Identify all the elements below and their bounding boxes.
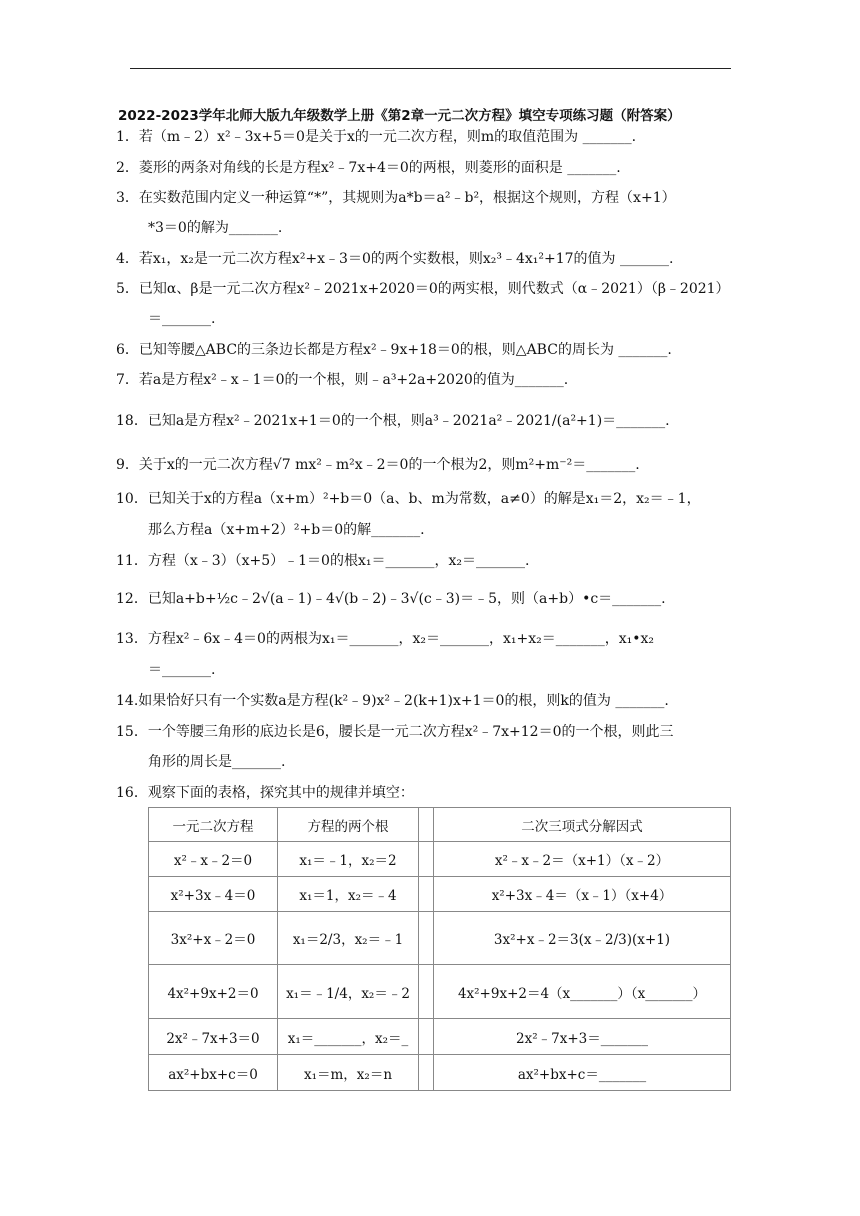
question-line: 1．若（m﹣2）x²﹣3x+5＝0是关于x的一元二次方程，则m的取值范围为 _______. bbox=[116, 129, 637, 145]
table-row bbox=[149, 912, 731, 965]
question-line: 5．已知α、β是一元二次方程x²﹣2021x+2020＝0的两实根，则代数式（α﹣2021）（β﹣2021） bbox=[116, 281, 730, 297]
table-cell-roots: x₁＝m，x₂＝n bbox=[278, 1055, 419, 1091]
question-line: 18．已知a是方程x²﹣2021x+1＝0的一个根，则a³﹣2021a²﹣2021/(a²+1)＝_______. bbox=[116, 413, 670, 429]
table-cell-roots: x₁＝_______，x₂＝_ bbox=[278, 1019, 419, 1055]
table-header-row bbox=[149, 808, 731, 842]
question-line-continued: 那么方程a（x+m+2）²+b＝0的解_______. bbox=[148, 522, 425, 538]
question-line: 12．已知a+b+½c﹣2√(a﹣1)﹣4√(b﹣2)﹣3√(c﹣3)＝﹣5，则（a+b）•c＝_______. bbox=[116, 591, 666, 607]
table-row bbox=[149, 1055, 731, 1091]
table-cell-roots: x₁＝﹣1，x₂＝2 bbox=[278, 842, 419, 877]
table-row bbox=[149, 842, 731, 877]
question-line-continued: 角形的周长是_______. bbox=[148, 754, 286, 770]
table-cell-roots: x₁＝2/3，x₂＝﹣1 bbox=[278, 912, 419, 965]
question-line: 16．观察下面的表格，探究其中的规律并填空： bbox=[116, 785, 414, 801]
document-title: 2022-2023学年北师大版九年级数学上册《第2章一元二次方程》填空专项练习题（附答案） bbox=[118, 108, 681, 124]
table-cell-spacer bbox=[419, 1055, 434, 1091]
table-cell-factor: ax²+bx+c＝_______ bbox=[434, 1055, 731, 1091]
question-line: 11．方程（x﹣3）（x+5）﹣1＝0的根x₁＝_______，x₂＝_______. bbox=[116, 553, 530, 569]
table-header bbox=[419, 808, 434, 842]
question-line-continued: *3＝0的解为_______. bbox=[148, 220, 283, 236]
question-line: 7．若a是方程x²﹣x﹣1＝0的一个根，则﹣a³+2a+2020的值为_______. bbox=[116, 372, 569, 388]
table-cell-spacer bbox=[419, 912, 434, 965]
table-cell-equation: 2x²﹣7x+3＝0 bbox=[149, 1019, 278, 1055]
pattern-table bbox=[148, 807, 731, 1091]
table-cell-spacer bbox=[419, 1019, 434, 1055]
table-header: 一元二次方程 bbox=[149, 808, 278, 842]
table-cell-equation: 4x²+9x+2＝0 bbox=[149, 965, 278, 1019]
table-cell-factor: 4x²+9x+2＝4（x_______）（x_______） bbox=[434, 965, 731, 1019]
table-row bbox=[149, 877, 731, 912]
table-cell-spacer bbox=[419, 877, 434, 912]
table-header: 方程的两个根 bbox=[278, 808, 419, 842]
table-cell-roots: x₁＝1，x₂＝﹣4 bbox=[278, 877, 419, 912]
question-line-continued: ＝_______. bbox=[148, 662, 216, 678]
question-line: 4．若x₁，x₂是一元二次方程x²+x﹣3＝0的两个实数根，则x₂³﹣4x₁²+17的值为 _______. bbox=[116, 251, 674, 267]
table-header: 二次三项式分解因式 bbox=[434, 808, 731, 842]
table-cell-equation: 3x²+x﹣2＝0 bbox=[149, 912, 278, 965]
question-line-continued: ＝_______. bbox=[148, 311, 216, 327]
table-cell-equation: x²+3x﹣4＝0 bbox=[149, 877, 278, 912]
question-line: 14.如果恰好只有一个实数a是方程(k²﹣9)x²﹣2(k+1)x+1＝0的根，则k的值为 _______. bbox=[116, 693, 669, 709]
table-row bbox=[149, 1019, 731, 1055]
table-cell-equation: x²﹣x﹣2＝0 bbox=[149, 842, 278, 877]
table-cell-factor: 3x²+x﹣2＝3(x﹣2/3)(x+1) bbox=[434, 912, 731, 965]
table-cell-factor: 2x²﹣7x+3＝_______ bbox=[434, 1019, 731, 1055]
question-line: 15．一个等腰三角形的底边长是6，腰长是一元二次方程x²﹣7x+12＝0的一个根，则此三 bbox=[116, 724, 674, 740]
question-line: 2．菱形的两条对角线的长是方程x²﹣7x+4＝0的两根，则菱形的面积是 _______. bbox=[116, 160, 621, 176]
table-cell-spacer bbox=[419, 842, 434, 877]
question-line: 10．已知关于x的方程a（x+m）²+b＝0（a、b、m为常数，a≠0）的解是x₁＝2，x₂＝﹣1， bbox=[116, 491, 701, 507]
table-cell-factor: x²+3x﹣4＝（x﹣1）（x+4） bbox=[434, 877, 731, 912]
question-line: 3．在实数范围内定义一种运算“*”，其规则为a*b＝a²﹣b²，根据这个规则，方程（x+1） bbox=[116, 190, 676, 206]
table-cell-equation: ax²+bx+c＝0 bbox=[149, 1055, 278, 1091]
table-row bbox=[149, 965, 731, 1019]
question-line: 6．已知等腰△ABC的三条边长都是方程x²﹣9x+18＝0的根，则△ABC的周长为 _______. bbox=[116, 342, 672, 358]
question-line: 9．关于x的一元二次方程√7 mx²﹣m²x﹣2＝0的一个根为2，则m²+m⁻²＝_______. bbox=[116, 457, 640, 473]
table-cell-factor: x²﹣x﹣2＝（x+1）（x﹣2） bbox=[434, 842, 731, 877]
table-cell-roots: x₁＝﹣1/4，x₂＝﹣2 bbox=[278, 965, 419, 1019]
question-line: 13．方程x²﹣6x﹣4＝0的两根为x₁＝_______，x₂＝_______，x₁+x₂＝_______，x₁•x₂ bbox=[116, 631, 654, 647]
table-cell-spacer bbox=[419, 965, 434, 1019]
top-rule bbox=[130, 68, 731, 69]
